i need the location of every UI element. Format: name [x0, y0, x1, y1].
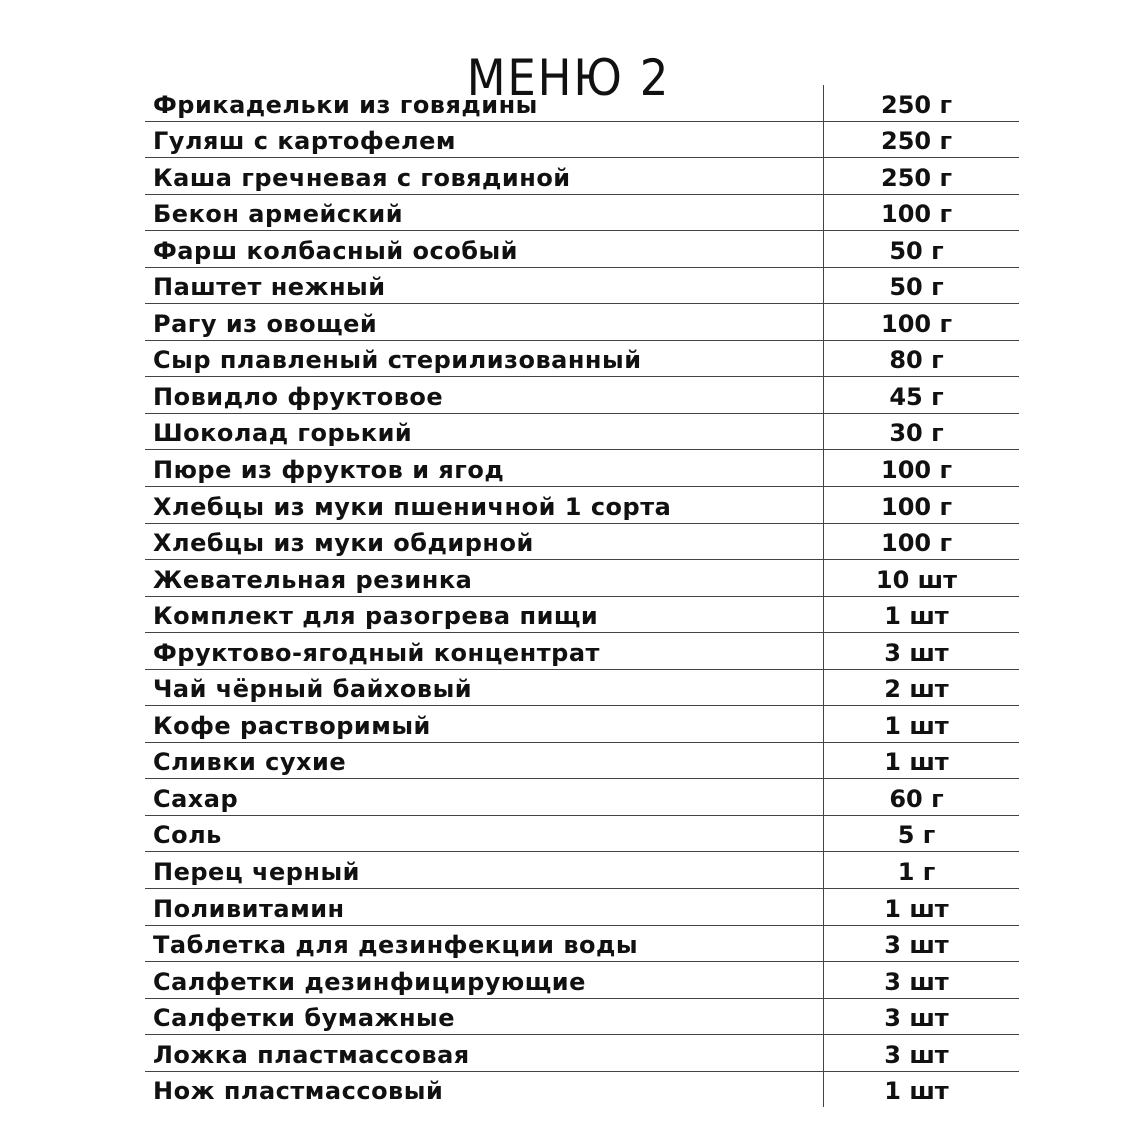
item-name: Салфетки бумажные: [145, 998, 824, 1035]
item-quantity: 60 г: [824, 779, 1020, 816]
item-quantity: 1 шт: [824, 889, 1020, 926]
item-quantity: 30 г: [824, 413, 1020, 450]
item-name: Каша гречневая с говядиной: [145, 158, 824, 195]
item-name: Нож пластмассовый: [145, 1071, 824, 1107]
item-name: Паштет нежный: [145, 267, 824, 304]
table-row: [145, 779, 1019, 816]
item-name: Чай чёрный байховый: [145, 669, 824, 706]
table-row: [145, 377, 1019, 414]
table-row: [145, 158, 1019, 195]
item-quantity: 50 г: [824, 231, 1020, 268]
item-quantity: 250 г: [824, 121, 1020, 158]
table-row: [145, 852, 1019, 889]
item-quantity: 250 г: [824, 158, 1020, 195]
item-name: Таблетка для дезинфекции воды: [145, 925, 824, 962]
item-quantity: 3 шт: [824, 633, 1020, 670]
item-quantity: 1 шт: [824, 596, 1020, 633]
item-quantity: 3 шт: [824, 962, 1020, 999]
menu-table: [145, 85, 1019, 1107]
item-name: Перец черный: [145, 852, 824, 889]
item-quantity: 100 г: [824, 304, 1020, 341]
item-name: Хлебцы из муки обдирной: [145, 523, 824, 560]
page-title: МЕНЮ 2: [466, 48, 671, 107]
table-row: [145, 962, 1019, 999]
table-row: [145, 669, 1019, 706]
item-name: Гуляш с картофелем: [145, 121, 824, 158]
table-row: [145, 267, 1019, 304]
item-name: Сахар: [145, 779, 824, 816]
item-name: Шоколад горький: [145, 413, 824, 450]
table-row: [145, 85, 1019, 121]
table-row: [145, 304, 1019, 341]
item-quantity: 3 шт: [824, 998, 1020, 1035]
item-name: Салфетки дезинфицирующие: [145, 962, 824, 999]
table-row: [145, 1035, 1019, 1072]
table-row: [145, 596, 1019, 633]
item-name: Пюре из фруктов и ягод: [145, 450, 824, 487]
table-row: [145, 633, 1019, 670]
item-name: Кофе растворимый: [145, 706, 824, 743]
item-quantity: 1 шт: [824, 706, 1020, 743]
item-quantity: 100 г: [824, 450, 1020, 487]
table-row: [145, 998, 1019, 1035]
item-name: Ложка пластмассовая: [145, 1035, 824, 1072]
table-row: [145, 742, 1019, 779]
item-quantity: 2 шт: [824, 669, 1020, 706]
item-name: Хлебцы из муки пшеничной 1 сорта: [145, 487, 824, 524]
item-name: Фруктово-ягодный концентрат: [145, 633, 824, 670]
item-quantity: 10 шт: [824, 560, 1020, 597]
table-row: [145, 889, 1019, 926]
item-name: Бекон армейский: [145, 194, 824, 231]
table-row: [145, 925, 1019, 962]
item-quantity: 100 г: [824, 523, 1020, 560]
table-row: [145, 121, 1019, 158]
item-quantity: 80 г: [824, 340, 1020, 377]
table-row: [145, 706, 1019, 743]
table-row: [145, 487, 1019, 524]
item-name: Жевательная резинка: [145, 560, 824, 597]
table-row: [145, 1071, 1019, 1107]
item-name: Сыр плавленый стерилизованный: [145, 340, 824, 377]
item-quantity: 45 г: [824, 377, 1020, 414]
menu-table-body: [145, 85, 1019, 1107]
table-row: [145, 523, 1019, 560]
table-row: [145, 194, 1019, 231]
table-row: [145, 413, 1019, 450]
table-row: [145, 450, 1019, 487]
item-quantity: 50 г: [824, 267, 1020, 304]
item-name: Поливитамин: [145, 889, 824, 926]
item-name: Сливки сухие: [145, 742, 824, 779]
item-name: Соль: [145, 815, 824, 852]
item-quantity: 1 шт: [884, 1077, 949, 1106]
table-row: [145, 231, 1019, 268]
item-name: Фрикадельки из говядины: [145, 85, 824, 121]
item-quantity: 5 г: [824, 815, 1020, 852]
item-name: Повидло фруктовое: [145, 377, 824, 414]
item-quantity: 100 г: [824, 194, 1020, 231]
item-name: Рагу из овощей: [145, 304, 824, 341]
item-quantity: 100 г: [824, 487, 1020, 524]
item-name: Комплект для разогрева пищи: [145, 596, 824, 633]
item-quantity: 3 шт: [824, 925, 1020, 962]
item-quantity: 250 г: [824, 85, 1020, 121]
table-row: [145, 340, 1019, 377]
item-quantity: 1 г: [824, 852, 1020, 889]
table-row: [145, 560, 1019, 597]
item-quantity: 3 шт: [824, 1035, 1020, 1072]
item-quantity: 1 шт: [824, 742, 1020, 779]
table-row: [145, 815, 1019, 852]
item-name: Фарш колбасный особый: [145, 231, 824, 268]
